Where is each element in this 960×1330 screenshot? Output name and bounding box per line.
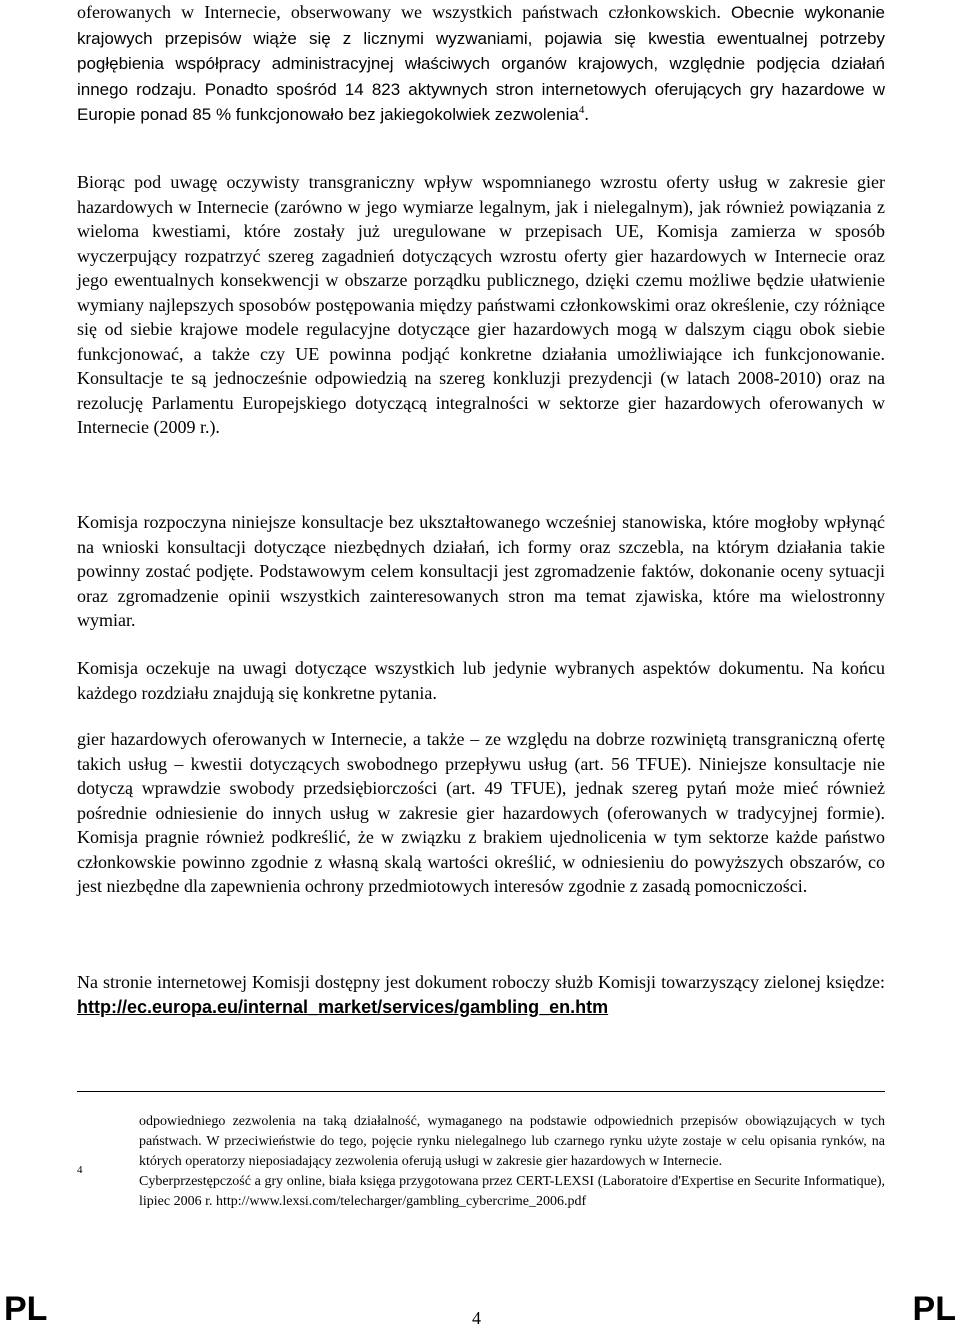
paragraph-cross-border-impact: Biorąc pod uwagę oczywisty transgraniczny wpływ wspomnianego wzrostu oferty usług w zakresie gier hazardowych w Internecie (zarówno w jego wymiarze legalnym, jak i nielegalnym), jak również powiązania z wieloma kwestiami, które zostały już uregulowane w przepisach UE, Komisja zamierza w sposób wyczerpujący rozpatrzyć szereg zagadnień dotyczących wzrostu oferty gier hazardowych w Internecie oraz jego ewentualnych konsekwencji w obszarze porządku publicznego, dzięki czemu możliwe będzie ułatwienie wymiany najlepszych sposobów postępowania między państwami członkowskimi oraz określenie, czy różniące się od siebie krajowe modele regulacyjne dotyczące gier hazardowych mogą w dalszym ciągu obok siebie funkcjonować, a także czy UE powinna podjąć konkretne działania umożliwiające ich funkcjonowanie. Konsultacje te są jednocześnie odpowiedzią na szereg konkluzji prezydencji (w latach 2008-2010) oraz na rezolucję Parlamentu Europejskiego dotyczącą integralności w sektorze gier hazardowych oferowanych w Internecie (2009 r.). xyxy=(77,172,885,437)
footnote-reference[interactable]: 4 xyxy=(578,104,585,116)
paragraph-working-document xyxy=(77,970,885,1019)
footnote-source: Cyberprzestępczość a gry online, biała księga przygotowana przez CERT-LEXSI (Laboratoire d'Expertise en Securite Informatique), lipiec 2006 r. http://www.lexsi.com/telecharger/gambling_cybercrime_2006.pdf xyxy=(139,1174,885,1209)
paragraph-comments-expected: Komisja oczekuje na uwagi dotyczące wszystkich lub jedynie wybranych aspektów dokumentu. Na końcu każdego rozdziału znajdują się konkretne pytania. xyxy=(77,658,885,703)
paragraph-1-end: . xyxy=(584,104,589,124)
paragraph-1-part-c: Ponadto spośród 14 823 aktywnych stron internetowych oferujących gry hazardowe w Europie ponad 85 % funkcjonowało bez jakiegokolwiek zezwolenia xyxy=(77,79,886,124)
paragraph-1-part-a: oferowanych w Internecie, obserwowany we wszystkich państwach członkowskich. xyxy=(77,2,731,22)
language-code-right: PL xyxy=(912,1290,956,1328)
paragraph-1-part-b: Obecnie wykonanie krajowych przepisów wiąże się z licznymi wyzwaniami, pojawia się kwestia ewentualnej potrzeby pogłębienia współpracy administracyjnej właściwych organów krajowych, względnie podjęcia działań innego rodzaju. xyxy=(77,3,885,99)
footnote-definition: odpowiedniego zezwolenia na taką działalność, wymaganego na podstawie odpowiednich przepisów obowiązujących w tych państwach. W przeciwieństwie do tego, pojęcie rynku nielegalnego lub czarnego rynku użyte zostaje w celu opisania rynków, na których operatorzy nieposiadający zezwolenia oferują usługi w zakresie gier hazardowych w Internecie. xyxy=(139,1114,885,1169)
footnote-number: 4 xyxy=(77,1164,83,1176)
page-number: 4 xyxy=(472,1308,481,1328)
paragraph-consultation-goals: Komisja rozpoczyna niniejsze konsultacje bez ukształtowanego wcześniej stanowiska, które mogłoby wpłynąć na wnioski konsultacji dotyczące niezbędnych działań, ich formy oraz szczebla, na którym działania takie powinny zostać podjęte. Podstawowym celem konsultacji jest zgromadzenie faktów, dokonanie oceny sytuacji oraz zgromadzenie opinii wszystkich zainteresowanych stron ma temat zjawiska, które ma wielostronny wymiar. xyxy=(77,512,885,630)
paragraph-online-gambling-scale xyxy=(77,0,885,128)
working-document-text: Na stronie internetowej Komisji dostępny jest dokument roboczy służb Komisji towarzyszący zielonej księdze: xyxy=(77,972,885,992)
language-code-left: PL xyxy=(4,1290,48,1328)
paragraph-scope-subsidiarity: gier hazardowych oferowanych w Internecie, a także – ze względu na dobrze rozwiniętą transgraniczną ofertę takich usług – kwestii dotyczących swobodnego przepływu usług (art. 56 TFUE). Niniejsze konsultacje nie dotyczą wprawdzie swobody przedsiębiorczości (art. 49 TFUE), jednak szereg pytań może mieć również pośrednie odniesienie do innych usług w zakresie gier hazardowych (oferowanych w tradycyjnej formie). Komisja pragnie również podkreślić, że w związku z brakiem ujednolicenia w tym sektorze każde państwo członkowskie powinno zgodnie z własną skalą wartości określić, w odniesieniu do powyższych obszarów, co jest niezbędne dla zapewnienia ochrony przedmiotowych interesów zgodnie z zasadą pomocniczości. xyxy=(77,729,885,896)
gambling-page-link[interactable]: http://ec.europa.eu/internal_market/services/gambling_en.htm xyxy=(77,996,609,1017)
footnote-text xyxy=(139,1112,885,1212)
footnote-separator xyxy=(77,1091,885,1092)
